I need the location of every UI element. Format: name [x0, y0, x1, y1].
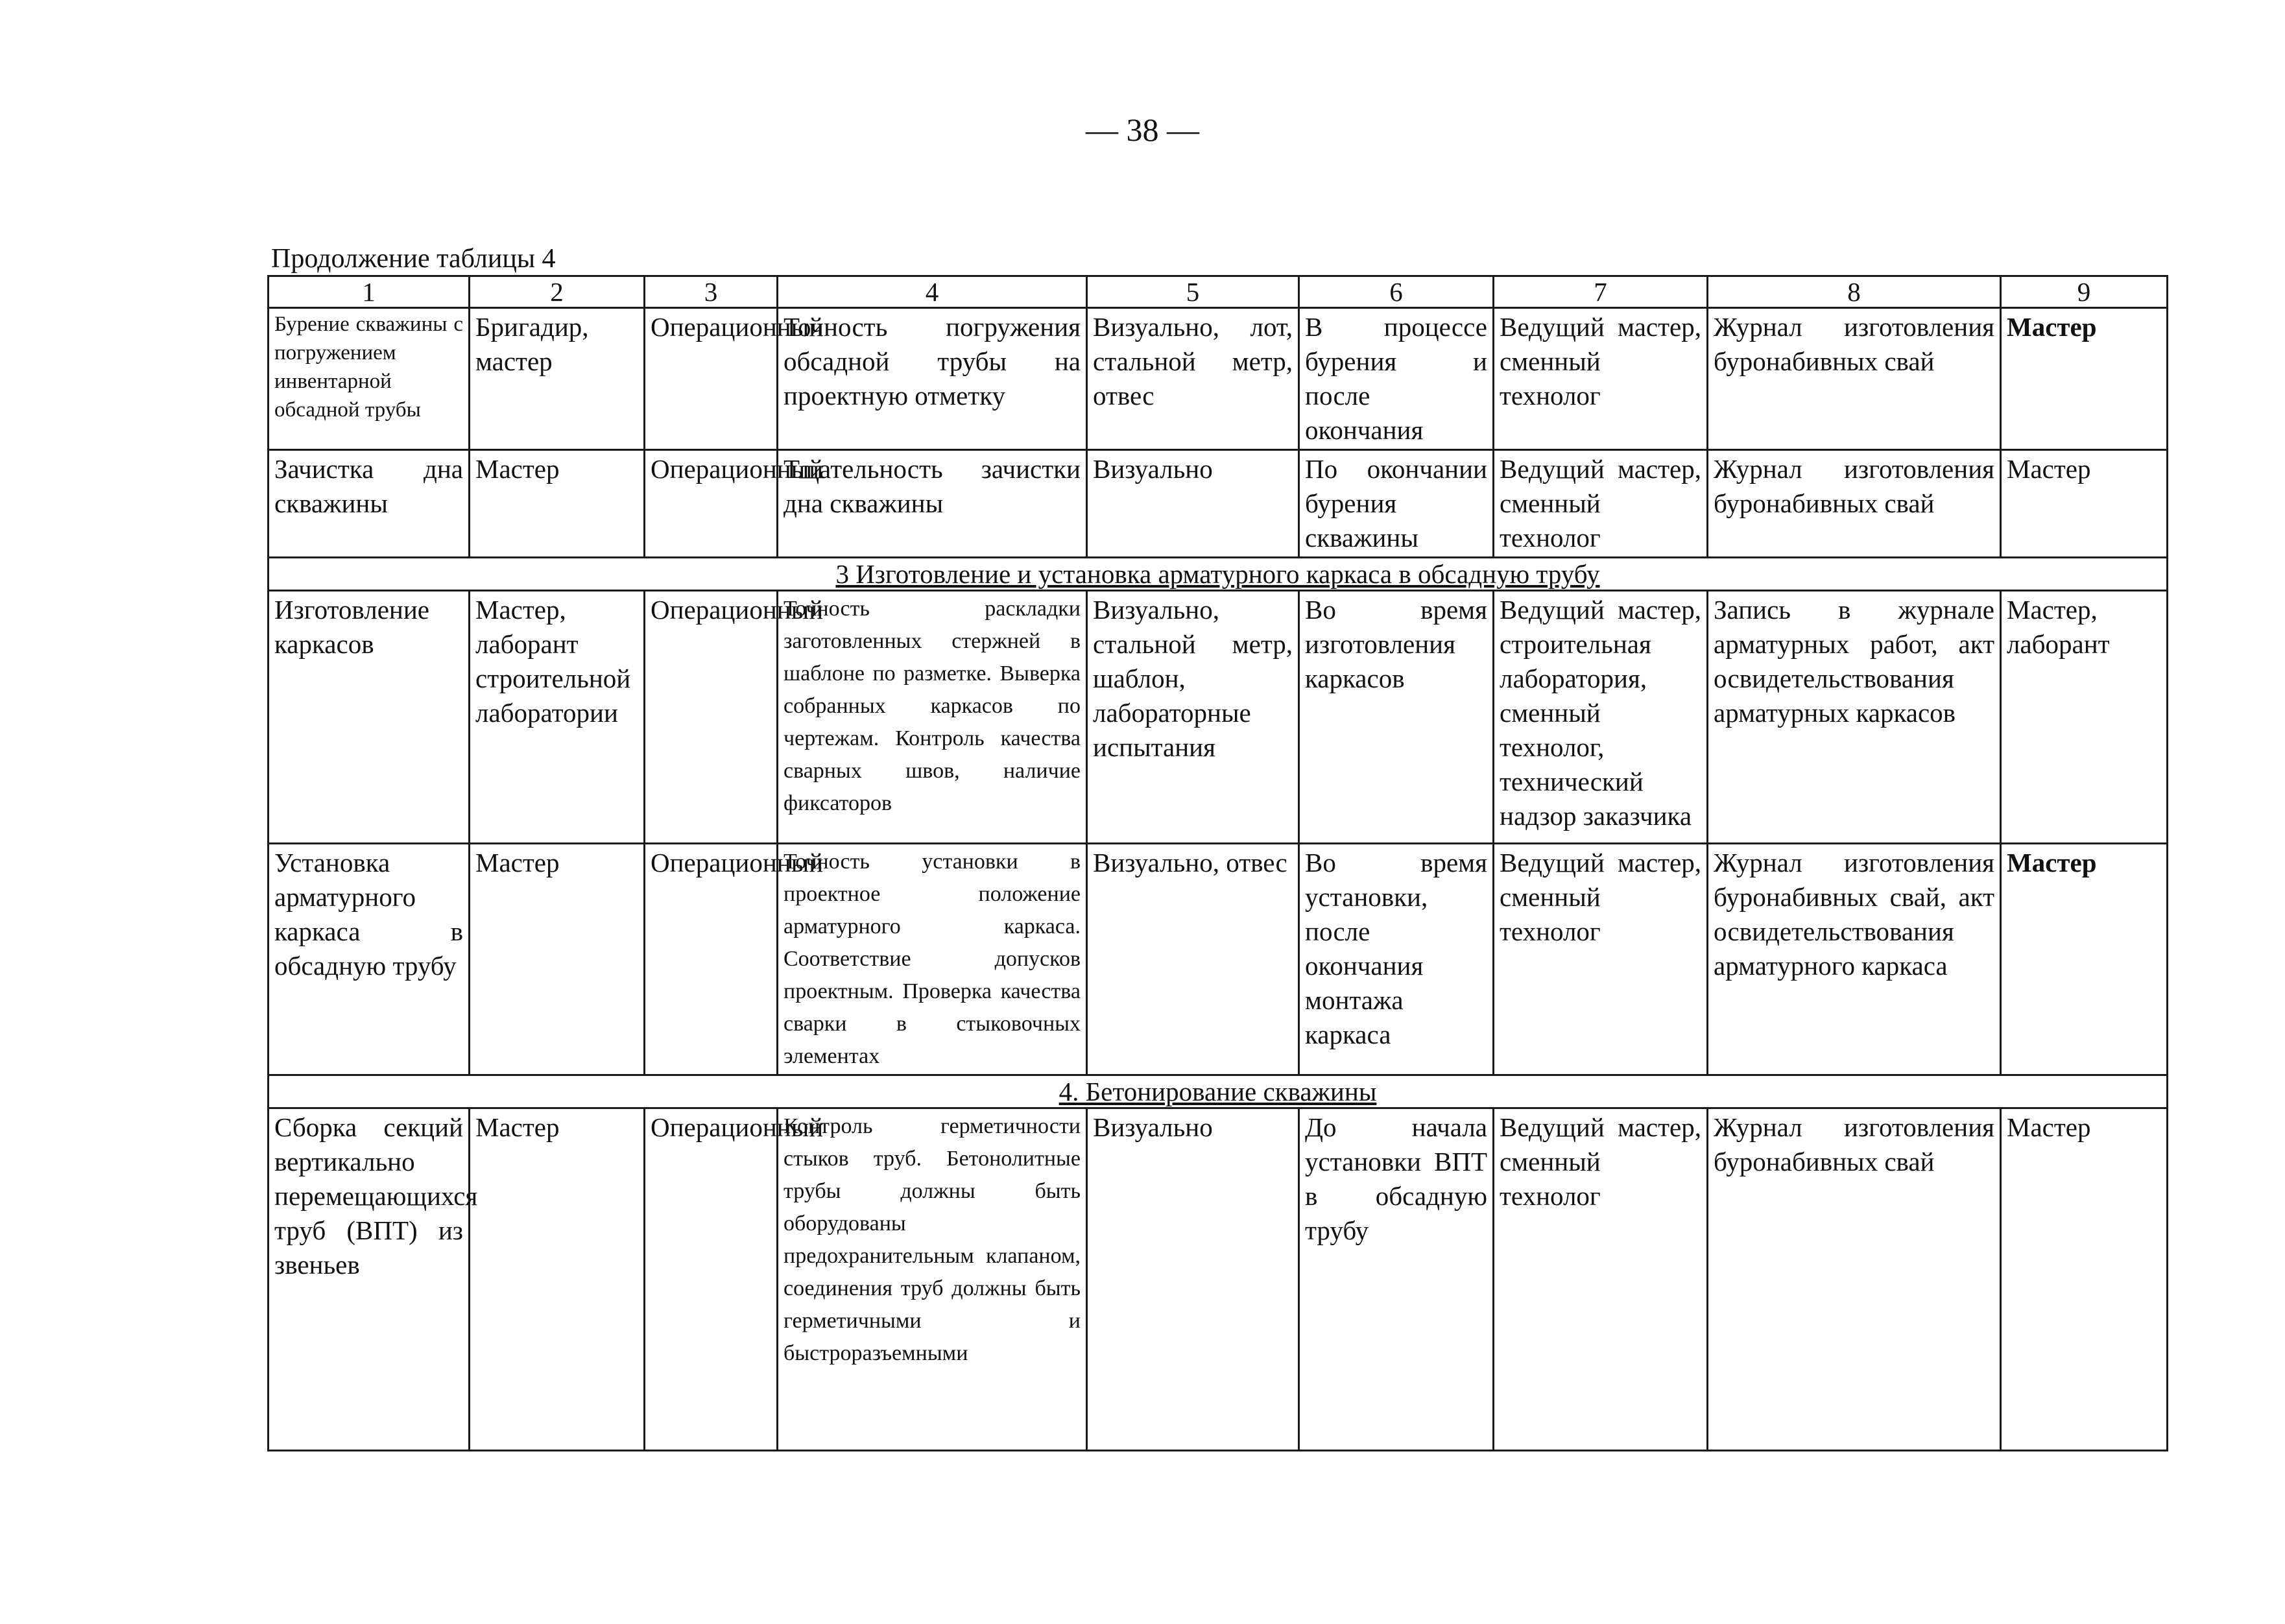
responsible-cell: Мастер [470, 450, 645, 558]
column-number: 8 [1708, 276, 2001, 308]
record-cell: Запись в журнале арматурных работ, акт освидетельствования арматурных каркасов [1708, 591, 2001, 844]
operation-cell: Установка арматурного каркаса в обсадную трубу [269, 844, 470, 1075]
inspector-cell: Ведущий мастер, сменный технолог [1494, 450, 1708, 558]
acceptor-cell: Мастер, лаборант [2001, 591, 2168, 844]
control-subject-cell: Точность раскладки заготовленных стержней в шаблоне по разметке. Выверка собранных каркасов по чертежам. Контроль качества сварных швов, наличие фиксаторов [778, 591, 1087, 844]
timing-cell: В процессе бурения и после окончания [1299, 308, 1494, 450]
table-continuation-label: Продолжение таблицы 4 [271, 244, 556, 274]
method-cell: Визуально [1087, 450, 1299, 558]
table-row [269, 1108, 2168, 1451]
record-cell: Журнал изготовления буронабивных свай [1708, 1108, 2001, 1451]
timing-cell: По окончании бурения скважины [1299, 450, 1494, 558]
column-number: 5 [1087, 276, 1299, 308]
acceptor-cell: Мастер [2001, 1108, 2168, 1451]
acceptor-cell: Мастер [2001, 308, 2168, 450]
column-number: 6 [1299, 276, 1494, 308]
responsible-cell: Мастер [470, 1108, 645, 1451]
timing-cell: Во время изготовления каркасов [1299, 591, 1494, 844]
control-type-cell: Операционный [645, 1108, 778, 1451]
inspector-cell: Ведущий мастер, строительная лаборатория, сменный технолог, технический надзор заказчика [1494, 591, 1708, 844]
control-type-cell: Операционный [645, 591, 778, 844]
responsible-cell: Бригадир, мастер [470, 308, 645, 450]
timing-cell: До начала установки ВПТ в обсадную трубу [1299, 1108, 1494, 1451]
control-type-cell: Операционный [645, 450, 778, 558]
section-row [269, 1075, 2168, 1108]
timing-cell: Во время установки, после окончания монтажа каркаса [1299, 844, 1494, 1075]
control-type-cell: Операционный [645, 844, 778, 1075]
method-cell: Визуально, лот, стальной метр, отвес [1087, 308, 1299, 450]
column-number: 7 [1494, 276, 1708, 308]
operation-cell: Изготовление каркасов [269, 591, 470, 844]
section-row [269, 558, 2168, 591]
column-number: 4 [778, 276, 1087, 308]
page-number: — 38 — [1086, 112, 1199, 148]
section-title: 4. Бетонирование скважины [269, 1075, 2168, 1108]
section-title: 3 Изготовление и установка арматурного каркаса в обсадную трубу [269, 558, 2168, 591]
table-header-row [269, 276, 2168, 308]
control-subject-cell: Контроль герметичности стыков труб. Бетонолитные трубы должны быть оборудованы предохранительным клапаном, соединения труб должны быть герметичными и быстроразъемными [778, 1108, 1087, 1451]
record-cell: Журнал изготовления буронабивных свай [1708, 308, 2001, 450]
operation-cell: Сборка секций вертикально перемещающихся труб (ВПТ) из звеньев [269, 1108, 470, 1451]
control-subject-cell: Тщательность зачистки дна скважины [778, 450, 1087, 558]
acceptor-cell: Мастер [2001, 844, 2168, 1075]
record-cell: Журнал изготовления буронабивных свай [1708, 450, 2001, 558]
responsible-cell: Мастер, лаборант строительной лаборатории [470, 591, 645, 844]
operation-cell: Зачистка дна скважины [269, 450, 470, 558]
column-number: 1 [269, 276, 470, 308]
table-row [269, 591, 2168, 844]
control-subject-cell: Точность установки в проектное положение арматурного каркаса. Соответствие допусков проектным. Проверка качества сварки в стыковочных элементах [778, 844, 1087, 1075]
operation-cell: Бурение скважины с погружением инвентарной обсадной трубы [269, 308, 470, 450]
inspector-cell: Ведущий мастер, сменный технолог [1494, 1108, 1708, 1451]
table-row [269, 450, 2168, 558]
column-number: 9 [2001, 276, 2168, 308]
control-subject-cell: Точность погружения обсадной трубы на проектную отметку [778, 308, 1087, 450]
method-cell: Визуально, стальной метр, шаблон, лабораторные испытания [1087, 591, 1299, 844]
record-cell: Журнал изготовления буронабивных свай, акт освидетельствования арматурного каркаса [1708, 844, 2001, 1075]
acceptor-cell: Мастер [2001, 450, 2168, 558]
column-number: 2 [470, 276, 645, 308]
responsible-cell: Мастер [470, 844, 645, 1075]
table-row [269, 844, 2168, 1075]
table-row [269, 308, 2168, 450]
method-cell: Визуально [1087, 1108, 1299, 1451]
inspection-table [267, 275, 2168, 1451]
inspector-cell: Ведущий мастер, сменный технолог [1494, 844, 1708, 1075]
inspector-cell: Ведущий мастер, сменный технолог [1494, 308, 1708, 450]
column-number: 3 [645, 276, 778, 308]
control-type-cell: Операционный [645, 308, 778, 450]
method-cell: Визуально, отвес [1087, 844, 1299, 1075]
